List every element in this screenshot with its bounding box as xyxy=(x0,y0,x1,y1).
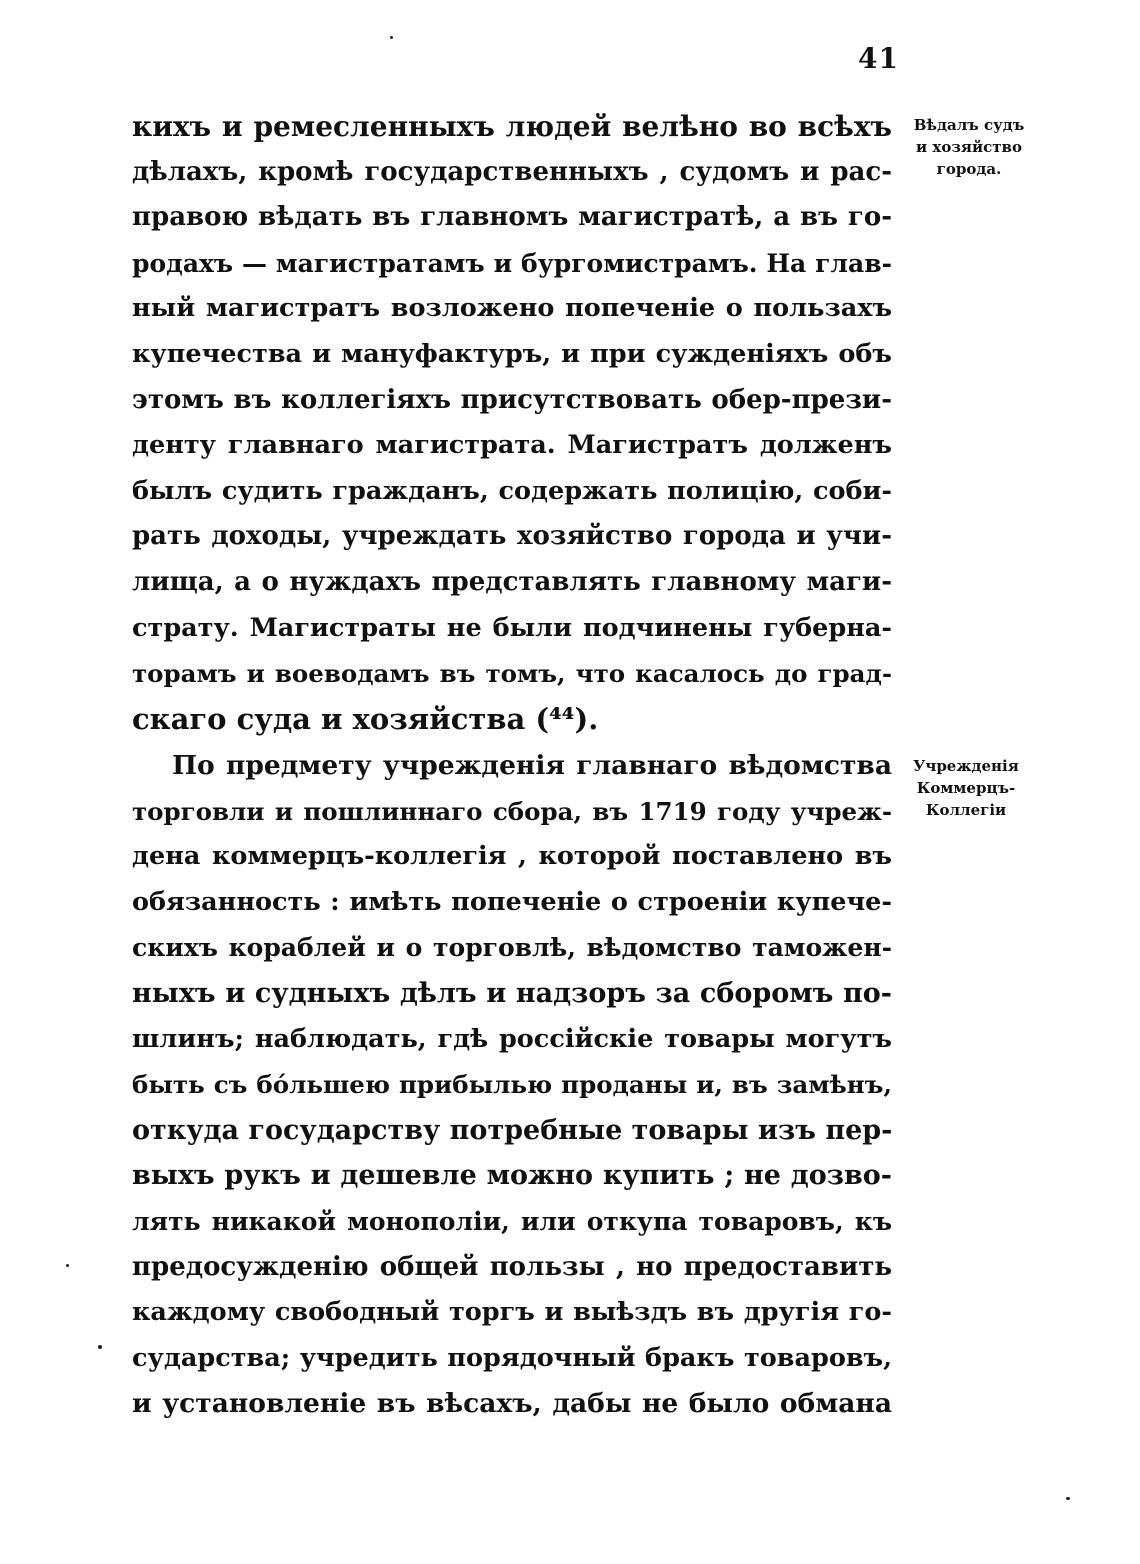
margin-note-line: и хозяйство xyxy=(916,138,1022,156)
text-line: торамъ и воеводамъ въ томъ, что касалось до град- xyxy=(132,659,892,689)
page-number: 41 xyxy=(858,42,899,75)
text-line: денту главнаго магистрата. Магистратъ долженъ xyxy=(132,430,892,461)
text-line: страту. Магистраты не были подчинены губерна- xyxy=(132,612,892,643)
text-line: ныхъ и судныхъ дѣлъ и надзоръ за сборомъ по- xyxy=(132,977,892,1009)
text-line: предосужденію общей пользы , но предоставить xyxy=(132,1251,892,1282)
text-line: каждому свободный торгъ и выѣздъ въ другія го- xyxy=(132,1297,892,1328)
scan-speck xyxy=(390,36,393,39)
text-line: откуда государству потребные товары изъ пер- xyxy=(132,1114,893,1146)
text-line: обязанность : имѣть попеченіе о строеніи купече- xyxy=(132,886,892,917)
text-line: дена коммерцъ-коллегія , которой поставлено въ xyxy=(132,841,892,872)
text-line: дѣлахъ, кромѣ государственныхъ , судомъ и рас- xyxy=(132,156,892,187)
text-line: быть съ бóльшею прибылью проданы и, въ замѣнъ, xyxy=(132,1070,892,1100)
margin-note-line: Коллегіи xyxy=(925,801,1007,819)
text-line: купечества и мануфактуръ, и при сужденіяхъ объ xyxy=(132,338,892,369)
margin-note-commerce-college xyxy=(900,755,1032,821)
text-line: былъ судить гражданъ, содержать полицію, соби- xyxy=(132,475,892,506)
text-line: ный магистратъ возложено попеченіе о пользахъ xyxy=(132,293,892,324)
text-line: кихъ и ремесленныхъ людей велѣно во всѣхъ xyxy=(132,110,892,143)
margin-note-line: Учрежденія xyxy=(913,757,1019,775)
text-line: и установленіе въ вѣсахъ, дабы не было обмана xyxy=(132,1388,892,1420)
paragraph-1 xyxy=(132,104,892,742)
text-line: торговли и пошлиннаго сбора, въ 1719 году учреж- xyxy=(132,796,892,826)
margin-note-line: Коммерцъ- xyxy=(916,779,1016,797)
text-line: лять никакой монополіи, или откупа товаровъ, къ xyxy=(132,1206,892,1236)
text-line: родахъ — магистратамъ и бургомистрамъ. На глав- xyxy=(132,248,892,278)
text-line: скаго суда и хозяйства (⁴⁴). xyxy=(132,701,599,736)
text-line: выхъ рукъ и дешевле можно купить ; не дозво- xyxy=(132,1160,892,1192)
margin-note-line: Вѣдалъ судъ xyxy=(913,116,1025,134)
margin-note-line: города. xyxy=(936,160,1002,178)
text-line: сударства; учредить порядочный бракъ товаровъ, xyxy=(132,1342,892,1373)
text-line: этомъ въ коллегіяхъ присутствовать обер-прези- xyxy=(132,384,892,415)
text-line: шлинъ; наблюдать, гдѣ россійскіе товары могутъ xyxy=(132,1023,892,1054)
text-line: По предмету учрежденія главнаго вѣдомства xyxy=(172,750,892,781)
text-line: скихъ кораблей и о торговлѣ, вѣдомство таможен- xyxy=(132,933,892,963)
paragraph-2 xyxy=(132,743,892,1427)
text-line: рать доходы, учреждать хозяйство города и учи- xyxy=(132,521,892,552)
text-line: лища, а о нуждахъ представлять главному маги- xyxy=(132,566,892,597)
scan-speck xyxy=(1066,1497,1070,1500)
text-line: правою вѣдать въ главномъ магистратѣ, а въ го- xyxy=(132,202,892,233)
margin-note-court xyxy=(896,114,1042,180)
scan-speck xyxy=(66,1264,69,1267)
scan-speck xyxy=(98,1345,102,1349)
